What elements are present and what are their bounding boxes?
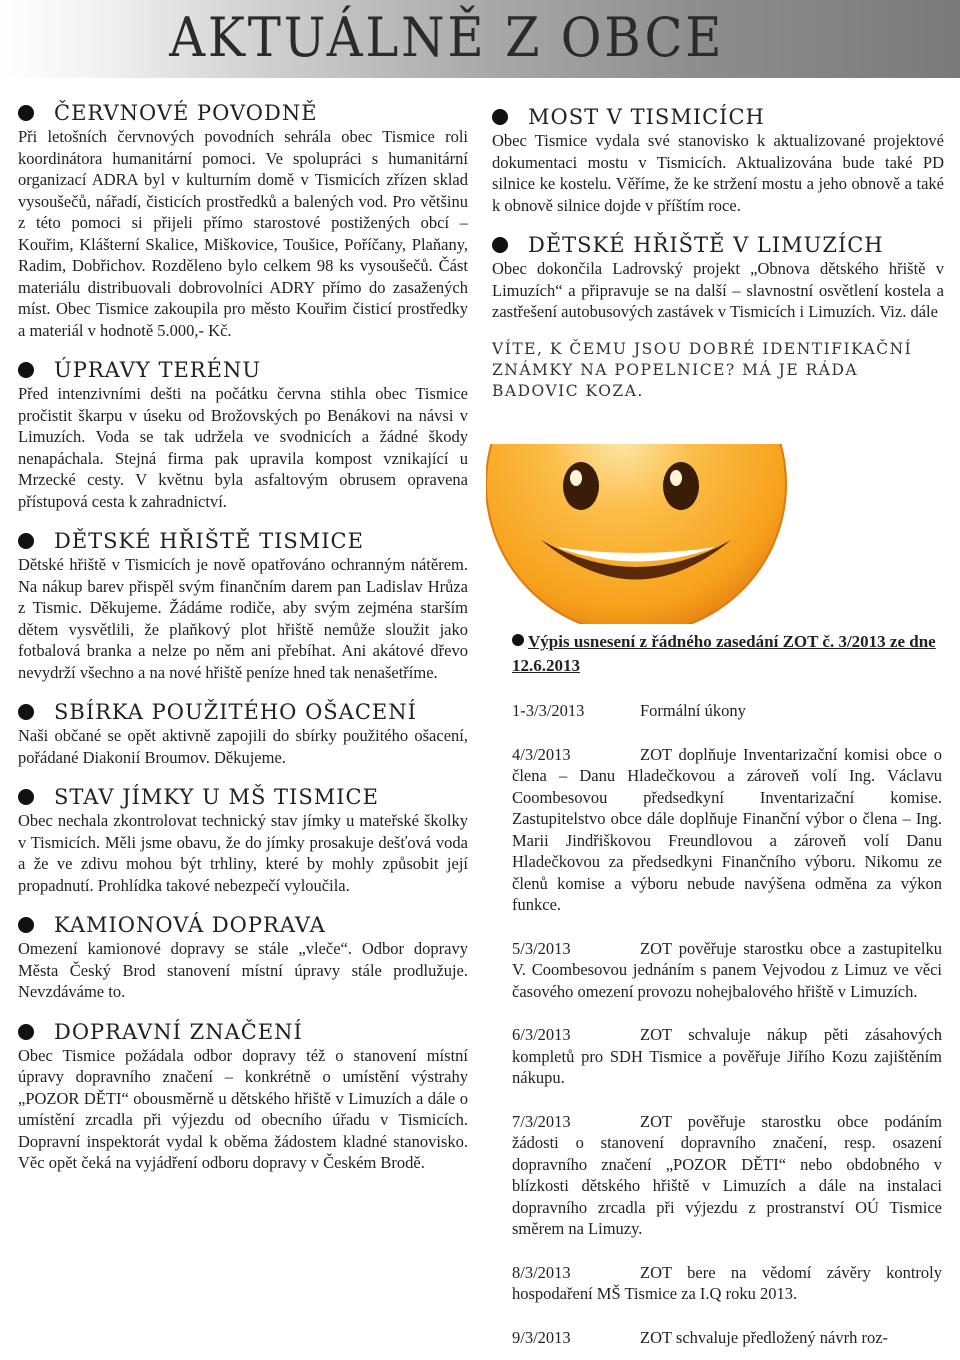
section-heading: KAMIONOVÁ DOPRAVA: [18, 912, 468, 938]
minutes-heading: Výpis usnesení z řádného zasedání ZOT č. 3/2013 ze dne 12.6.2013: [512, 632, 936, 675]
resolution-number: 9/3/2013: [512, 1327, 571, 1347]
bullet-icon: [512, 634, 524, 646]
bullet-icon: [18, 1024, 34, 1040]
section-text: Omezení kamionové dopravy se stále „vleče“. Odbor dopravy Města Český Brod stanovení místní úpravy stále prodlužuje. Nevzdáváme to.: [18, 939, 468, 1001]
section-text: Dětské hřiště v Tismicích je nově opatřováno ochranným nátěrem. Na nákup barev přispěl svým finančním darem pan Ladislav Hrůza z Tismic. Děkujeme. Žádáme rodiče, aby svým zejména starším dětem vysvětlili, že plaňkový plot hřiště nemůže sloužit jako fotbalová branka a nelze po něm ani přebíhat. Ani akátové dřevo nevydrží všechno a na nové hřiště peníze hned tak nenašetříme.: [18, 555, 468, 682]
resolution-item: [512, 1262, 942, 1305]
bullet-icon: [18, 533, 34, 549]
right-column: [492, 104, 944, 402]
resolution-number: 6/3/2013: [512, 1025, 571, 1044]
resolution-item: [512, 938, 942, 1003]
resolution-text: ZOT schvaluje nákup pěti zásahových kompletů pro SDH Tismice a pověřuje Jiřího Kozu zajištěním nákupu.: [512, 1025, 942, 1087]
section-text: Naši občané se opět aktivně zapojili do sbírky použitého ošacení, pořádané Diakonií Broumov. Děkujeme.: [18, 726, 468, 767]
resolution-item: [512, 1327, 942, 1349]
bullet-icon: [18, 917, 34, 933]
section-heading: ÚPRAVY TERÉNU: [18, 357, 468, 383]
resolution-item: [512, 744, 942, 916]
resolution-text: ZOT pověřuje starostku obce podáním žádosti o stanovení dopravního značení, resp. osazení dopravního značení „POZOR DĚTI“ nebo obdobného v blízkosti dětského hřiště v Limuzích a dále na instalaci dopravního zrcadla při výjezdu z prostranství OÚ Tismice směrem na Limuzy.: [512, 1111, 942, 1238]
header-banner: [0, 0, 960, 86]
section-text: Před intenzivními dešti na počátku června stihla obec Tismice pročistit škarpu v úseku od Brožovských po Benákovi na návsi v Limuzích. Voda se tak udržela ve svodnicích a žádné škody nenapáchala. Stejná firma pak upravila kompost vznikající u Mrzecké cesty. V květnu byla asfaltovým obrusem opravena přístupová cesta k zahradnictví.: [18, 384, 468, 511]
section-dopravni-znaceni: [18, 1019, 468, 1174]
bullet-icon: [18, 704, 34, 720]
section-text: Obec nechala zkontrolovat technický stav jímky u mateřské školky v Tismicích. Měli jsme obavu, že do jímky prosakuje dešťová voda a že ve zdivu mohou být trhliny, které by mohly způsobit její propadnutí. Prohlídka takové nebezpečí vyloučila.: [18, 811, 468, 895]
smiley-caption: VÍTE, K ČEMU JSOU DOBRÉ IDENTIFIKAČNÍ ZNÁMKY NA POPELNICE? MÁ JE RÁDA BADOVIC KOZA.: [492, 339, 913, 400]
section-cervnove-povodne: [18, 100, 468, 341]
section-detske-hriste-tismice: [18, 528, 468, 683]
bullet-icon: [18, 789, 34, 805]
resolution-number: 1-3/3/2013: [512, 701, 585, 720]
resolution-text: ZOT doplňuje Inventarizační komisi obce o člena – Danu Hladečkovou a zároveň volí Ing. Václavu Coombesovou předsedkyní Inventarizační komise. Zastupitelstvo obce dále doplňuje Finanční výbor o člena – Ing. Marii Jindřiškovou Freundlovou a zároveň volí Danu Hladečkovou za předsedkyni Finančního výboru. Nikomu ze členů komise a výboru nebude navýšena odměna za výkon funkce.: [512, 744, 942, 914]
section-text: Obec Tismice vydala své stanovisko k aktualizované projektové dokumentaci mostu v Tismicích. Aktualizována bude také PD silnice ke kostelu. Věříme, že ke stržení mostu a jeho obnově a také k obnově silnice dojde v příštím roce.: [492, 131, 944, 215]
section-heading: SBÍRKA POUŽITÉHO OŠACENÍ: [18, 699, 468, 725]
section-most-tismice: [492, 104, 944, 216]
section-stav-jimky: [18, 784, 468, 896]
bullet-icon: [18, 105, 34, 121]
section-kamionova-doprava: [18, 912, 468, 1003]
section-text: Při letošních červnových povodních sehrála obec Tismice roli koordinátora humanitární pomoci. Ve spolupráci s humanitární organizací ADRA byl v kulturním domě v Tismicích zřízen sklad vysoušečů, nářadí, čisticích prostředků a balených vod. Pro většinu z této pomoci si přijeli přímo starostové postižených obcí – Kouřim, Klášterní Skalice, Miškovice, Toušice, Poříčany, Plaňany, Radim, Dobřichov. Rozděleno bylo celkem 98 ks vysoušečů. Část materiálu distribuovali dobrovolníci ADRY přímo do zasažených míst. Obec Tismice zakoupila pro město Kouřim čisticí prostředky a materiál v hodnotě 5.000,- Kč.: [18, 127, 468, 340]
bullet-icon: [18, 362, 34, 378]
smiley-illustration: [486, 444, 806, 624]
resolution-text: Formální úkony: [640, 701, 746, 720]
resolution-item: [512, 700, 942, 722]
section-heading: ČERVNOVÉ POVODNĚ: [18, 100, 468, 126]
left-column: [18, 100, 468, 1190]
section-upravy-terenu: [18, 357, 468, 512]
section-text: Obec Tismice požádala odbor dopravy též o stanovení místní úpravy dopravního značení – konkrétně o umístění výstrahy „POZOR DĚTI“ obousměrně u dětského hřiště v Limuzích a dále o umístění zrcadla při výjezdu od obecního úřadu v Tismicích. Dopravní inspektorát vydal k oběma žádostem kladné stanovisko. Věc opět čeká na vyjádření odboru dopravy v Českém Brodě.: [18, 1045, 468, 1172]
bullet-icon: [492, 109, 508, 125]
resolution-item: [512, 1024, 942, 1089]
page-title: AKTUÁLNĚ Z OBCE: [168, 6, 724, 69]
resolution-number: 7/3/2013: [512, 1111, 571, 1131]
resolution-text: ZOT schvaluje předložený návrh roz-: [640, 1327, 889, 1347]
section-heading: DOPRAVNÍ ZNAČENÍ: [18, 1019, 468, 1045]
section-heading: DĚTSKÉ HŘIŠTĚ TISMICE: [18, 528, 468, 554]
section-sbirka-osaceni: [18, 699, 468, 768]
resolution-text: ZOT pověřuje starostku obce a zastupitelku V. Coombesovou jednáním s panem Vejvodou z Limuz ve věci časového omezení provozu nohejbalového hřiště v Limuzích.: [512, 938, 942, 1001]
resolution-number: 5/3/2013: [512, 938, 571, 958]
resolution-item: [512, 1111, 942, 1240]
section-heading: MOST V TISMICÍCH: [492, 104, 944, 130]
section-text: Obec dokončila Ladrovský projekt „Obnova dětského hřiště v Limuzích“ a připravuje se na další – slavnostní osvětlení kostela a zastřešení autobusových zastávek v Tismicích i Limuzích. Viz. dále: [492, 259, 944, 321]
resolution-number: 4/3/2013: [512, 744, 571, 764]
section-heading: STAV JÍMKY U MŠ TISMICE: [18, 784, 468, 810]
section-heading: DĚTSKÉ HŘIŠTĚ V LIMUZÍCH: [492, 232, 944, 258]
resolution-text: ZOT bere na vědomí závěry kontroly hospodaření MŠ Tismice za I.Q roku 2013.: [512, 1262, 942, 1303]
section-detske-hriste-limuzy: [492, 232, 944, 323]
bullet-icon: [492, 237, 508, 253]
smiley-face-icon: [486, 444, 806, 624]
resolution-number: 8/3/2013: [512, 1262, 571, 1282]
council-minutes: [512, 630, 942, 1348]
